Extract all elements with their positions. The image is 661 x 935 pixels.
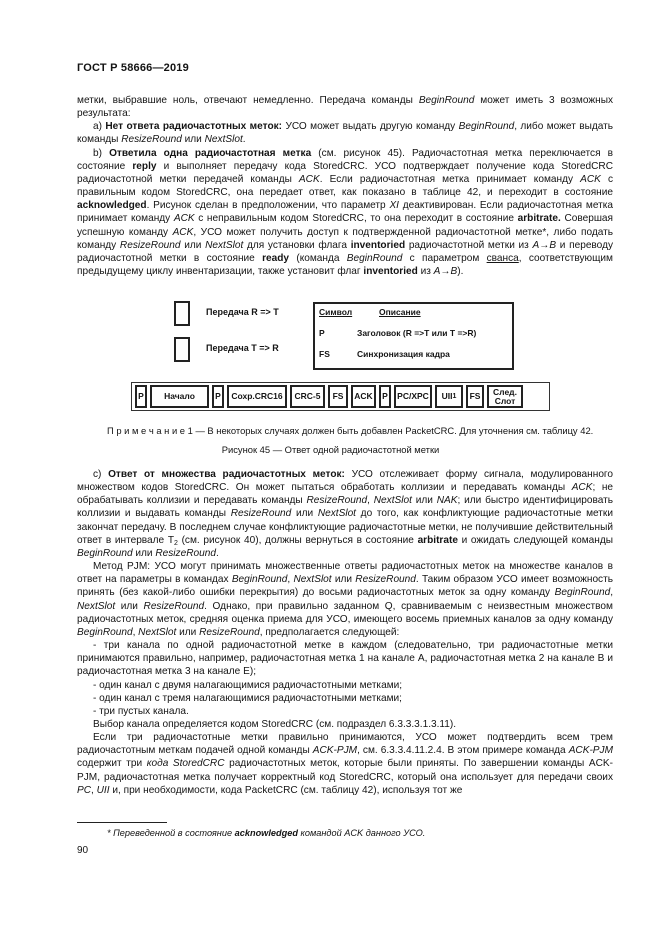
seq-fs-1: FS: [328, 385, 348, 408]
channel-select-paragraph: Выбор канала определяется кодом StoredCRC (см. подраздел 6.3.3.3.1.3.11).: [93, 718, 457, 730]
seq-storedcrc16: Сохр.CRC16: [227, 385, 287, 408]
seq-preamble-2: P: [212, 385, 224, 408]
legend-header-description: Описание: [379, 307, 421, 317]
symbol-legend-table: [313, 302, 514, 370]
seq-uii-label: UII: [441, 391, 453, 401]
upper-text-block: [77, 94, 613, 278]
item-a-paragraph: а) Нет ответа радиочастотных меток: УСО может выдать другую команду BeginRound, либо может выдать команды ResizeRound или NextSlot.: [77, 121, 614, 146]
seq-crc5: CRC-5: [290, 385, 325, 408]
legend-symbol-fs: FS: [319, 349, 330, 359]
figure-note: П р и м е ч а н и е 1 — В некоторых случаях должен быть добавлен PacketCRC. Для уточнения см. таблицу 42.: [107, 425, 594, 436]
document-header: ГОСТ Р 58666—2019: [77, 62, 189, 74]
legend-header-symbol: Символ: [319, 307, 353, 317]
seq-ack: ACK: [351, 385, 376, 408]
reader-to-tag-box-icon: [174, 301, 190, 326]
final-paragraph: Если три радиочастотные метки правильно принимаются, УСО может подтвердить всем трем радиочастотным меткам подачей одной команды ACK-PJM, см. 6.3.3.4.11.2.4. В этом примере команда ACK-PJM содержит три кода StoredCRC радиочастотных меток, которые были приняты. По завершении команды ACK-PJM, радиочастотная метка получает корректный код StoredCRC, который она использует для передачи своих PC, UII и, при необходимости, кода PacketCRC (см. таблицу 42), используя тот же: [77, 732, 613, 796]
seq-pc-xpc: PC/XPC: [394, 385, 432, 408]
legend-desc-fs: Синхронизация кадра: [357, 349, 450, 359]
intro-paragraph: метки, выбравшие ноль, отвечают немедленно. Передача команды BeginRound может иметь 3 возможных результата:: [77, 95, 613, 120]
legend-rt-label: Передача R => T: [206, 307, 279, 317]
seq-preamble-1: P: [135, 385, 147, 408]
legend-symbol-p: P: [319, 328, 325, 338]
legend-desc-p: Заголовок (R =>T или T =>R): [357, 328, 477, 338]
footnote: * Переведенной в состояние acknowledged командой ACK данного УСО.: [107, 828, 426, 838]
seq-begin: Начало: [150, 385, 209, 408]
seq-next-slot: След. Слот: [487, 385, 523, 408]
list-item: - один канал с тремя налагающимися радиочастотными метками;: [93, 692, 402, 704]
lower-text-block: [77, 468, 613, 797]
legend-tr-label: Передача T => R: [206, 343, 279, 353]
page-number: 90: [77, 845, 89, 856]
pjm-paragraph: Метод PJM: УСО могут принимать множественные ответы радиочастотных меток на множестве каналов в ответ на параметры в командах BeginRound, NextSlot или ResizeRound. Таким образом УСО имеет возможность принять (без какой-либо ошибки перекрытия) до восьми радиочастотных меток за одну команду BeginRound, NextSlot или ResizeRound. Однако, при правильно заданном Q, сравниваемым с неизвестным множеством радиочастотных меток, средняя оценка приема для УСО, имеющего восемь приемных каналов за одну команду BeginRound, NextSlot или ResizeRound, предполагается следующей:: [77, 561, 613, 638]
seq-preamble-3: P: [379, 385, 391, 408]
seq-uii: UII 1: [435, 385, 463, 408]
tag-to-reader-box-icon: [174, 337, 190, 362]
footnote-divider: [77, 822, 167, 823]
seq-fs-2: FS: [466, 385, 484, 408]
list-item: - один канал с двумя налагающимися радиочастотными метками;: [93, 679, 403, 691]
item-b-paragraph: b) Ответила одна радиочастотная метка (см. рисунок 45). Радиочастотная метка переключается в состояние reply и выполняет передачу кода StoredCRC. УСО подтверждает получение кода StoredCRC радиочастотной метки передачей команды ACK. Если радиочастотная метка принимает команду ACK с правильным кодом StoredCRC, она передает ответ, как показано в таблице 42, и переходит в состояние acknowledged. Рисунок сделан в предположении, что параметр XI деактивирован. Если радиочастотная метка принимает команду ACK с неправильным кодом StoredCRC, то она переходит в состояние arbitrate. Совершая успешную команду ACK, УСО может получить доступ к подтвержденной радиочастотной метке*, либо подать команду ResizeRound или NextSlot для установки флага inventoried радиочастотной метки из A→B и переводу радиочастотной метки в состояние ready (команда BeginRound с параметром сванса, соответствующим предыдущему циклу инвентаризации, также установит флаг inventoried из A→B).: [77, 147, 614, 278]
list-item: - три канала по одной радиочастотной метке в каждом (следовательно, три радиочастотные метки принимаются правильно, например, радиочастотная метка 1 на канале А, радиочастотная метка 2 на канале B и радиочастотная метка 3 на канале E);: [77, 640, 613, 678]
figure-caption: Рисунок 45 — Ответ одной радиочастотной метки: [221, 444, 440, 455]
command-sequence-diagram: [131, 382, 550, 411]
item-c-paragraph: c) Ответ от множества радиочастотных меток: УСО отслеживает форму сигнала, модулированного множеством кодов StoredCRC. Он может пытаться обработать коллизии и передавать команды ACK; не обрабатывать коллизии и передавать команды ResizeRound, NextSlot или NAK; или быстро идентифицировать коллизии и выдавать команды ResizeRound или NextSlot до того, как конфликтующие радиочастотные метки закончат передачу. В последнем случае конфликтующие радиочастотные метки, не получившие действительный ответ в интервале $T_2$ (см. рисунок 40), должны вернуться в состояние arbitrate и ожидать следующей команды BeginRound или ResizeRound.: [77, 469, 614, 559]
list-item: - три пустых канала.: [93, 705, 189, 717]
